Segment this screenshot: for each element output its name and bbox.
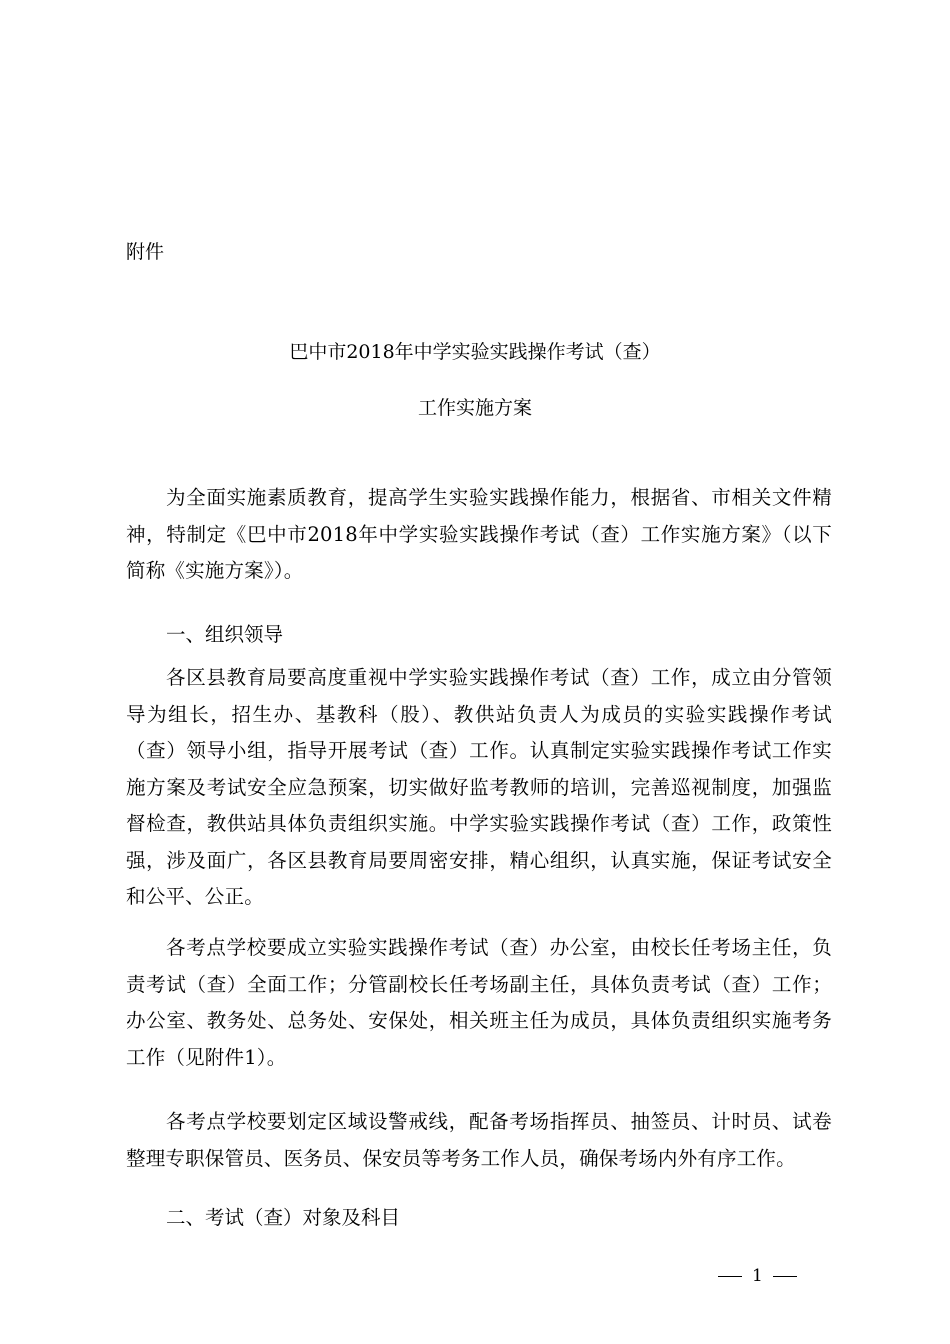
page-number xyxy=(718,1264,797,1288)
page-number-dash-right xyxy=(773,1276,797,1277)
section1-paragraph-1: 各区县教育局要高度重视中学实验实践操作考试（查）工作，成立由分管领导为组长，招生办、基教科（股）、教供站负责人为成员的实验实践操作考试（查）领导小组，指导开展考试（查）工作。认真制定实验实践操作考试工作实施方案及考试安全应急预案，切实做好监考教师的培训，完善巡视制度，加强监督检查，教供站具体负责组织实施。中学实验实践操作考试（查）工作，政策性强，涉及面广，各区县教育局要周密安排，精心组织，认真实施，保证考试安全和公平、公正。 xyxy=(126,666,832,908)
section1-paragraph-2: 各考点学校要成立实验实践操作考试（查）办公室，由校长任考场主任，负责考试（查）全面工作；分管副校长任考场副主任，具体负责考试（查）工作；办公室、教务处、总务处、安保处，相关班主任为成员，具体负责组织实施考务工作（见附件1）。 xyxy=(126,936,832,1069)
section-heading-2: 二、考试（查）对象及科目 xyxy=(166,1206,401,1229)
section1-paragraph-3: 各考点学校要划定区域设警戒线，配备考场指挥员、抽签员、计时员、试卷整理专职保管员、医务员、保安员等考务工作人员，确保考场内外有序工作。 xyxy=(126,1110,832,1170)
section-heading-1: 一、组织领导 xyxy=(166,623,284,646)
page-number-value: 1 xyxy=(752,1266,763,1286)
attachment-label: 附件 xyxy=(126,241,165,263)
document-title-line2: 工作实施方案 xyxy=(417,397,532,419)
document-title-line1: 巴中市2018年中学实验实践操作考试（查） xyxy=(289,341,661,363)
page-number-dash-left xyxy=(718,1276,742,1277)
intro-paragraph: 为全面实施素质教育，提高学生实验实践操作能力，根据省、市相关文件精神，特制定《巴中市2018年中学实验实践操作考试（查）工作实施方案》（以下简称《实施方案》）。 xyxy=(126,486,832,582)
